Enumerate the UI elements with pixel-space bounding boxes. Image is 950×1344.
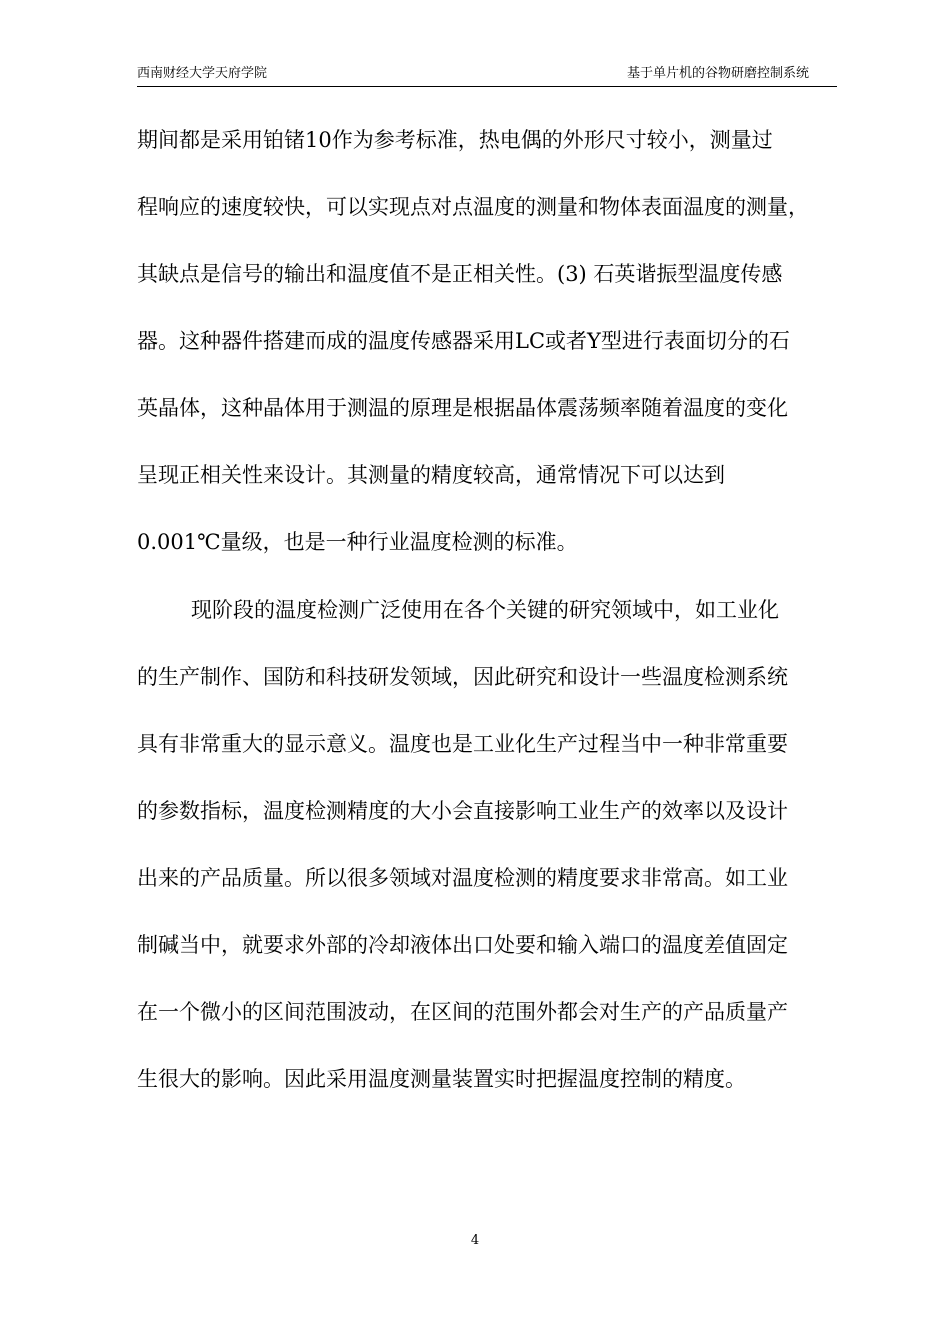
paragraph-2-line-7: 在一个微小的区间范围波动，在区间的范围外都会对生产的产品质量产 (137, 1000, 788, 1024)
paragraph-2-line-3: 具有非常重大的显示意义。温度也是工业化生产过程当中一种非常重要 (137, 732, 788, 756)
page-header (137, 66, 837, 87)
header-school-name: 西南财经大学天府学院 (137, 66, 268, 81)
paragraph-2-line-6: 制碱当中，就要求外部的冷却液体出口处要和输入端口的温度差值固定 (137, 933, 788, 957)
paragraph-1-line-7: 0.001℃量级，也是一种行业温度检测的标准。 (137, 530, 578, 554)
paragraph-1-line-1: 期间都是采用铂锗10作为参考标准，热电偶的外形尺寸较小，测量过 (137, 128, 773, 152)
header-thesis-title: 基于单片机的谷物研磨控制系统 (626, 66, 809, 81)
page-number: 4 (470, 1233, 480, 1248)
paragraph-2-line-8: 生很大的影响。因此采用温度测量装置实时把握温度控制的精度。 (137, 1067, 746, 1091)
paragraph-1-line-5: 英晶体，这种晶体用于测温的原理是根据晶体震荡频率随着温度的变化 (137, 396, 788, 420)
paragraph-1-line-4: 器。这种器件搭建而成的温度传感器采用LC或者Y型进行表面切分的石 (137, 329, 790, 353)
paragraph-1-line-2: 程响应的速度较快，可以实现点对点温度的测量和物体表面温度的测量， (137, 195, 809, 219)
paragraph-1-line-6: 呈现正相关性来设计。其测量的精度较高，通常情况下可以达到 (137, 463, 725, 487)
paragraph-2-line-4: 的参数指标，温度检测精度的大小会直接影响工业生产的效率以及设计 (137, 799, 788, 823)
paragraph-2-line-5: 出来的产品质量。所以很多领域对温度检测的精度要求非常高。如工业 (137, 866, 788, 890)
paragraph-2-line-2: 的生产制作、国防和科技研发领域，因此研究和设计一些温度检测系统 (137, 665, 788, 689)
paragraph-1-line-3: 其缺点是信号的输出和温度值不是正相关性。(3) 石英谐振型温度传感 (137, 262, 783, 286)
paragraph-2-line-1: 现阶段的温度检测广泛使用在各个关键的研究领域中，如工业化 (191, 598, 779, 622)
